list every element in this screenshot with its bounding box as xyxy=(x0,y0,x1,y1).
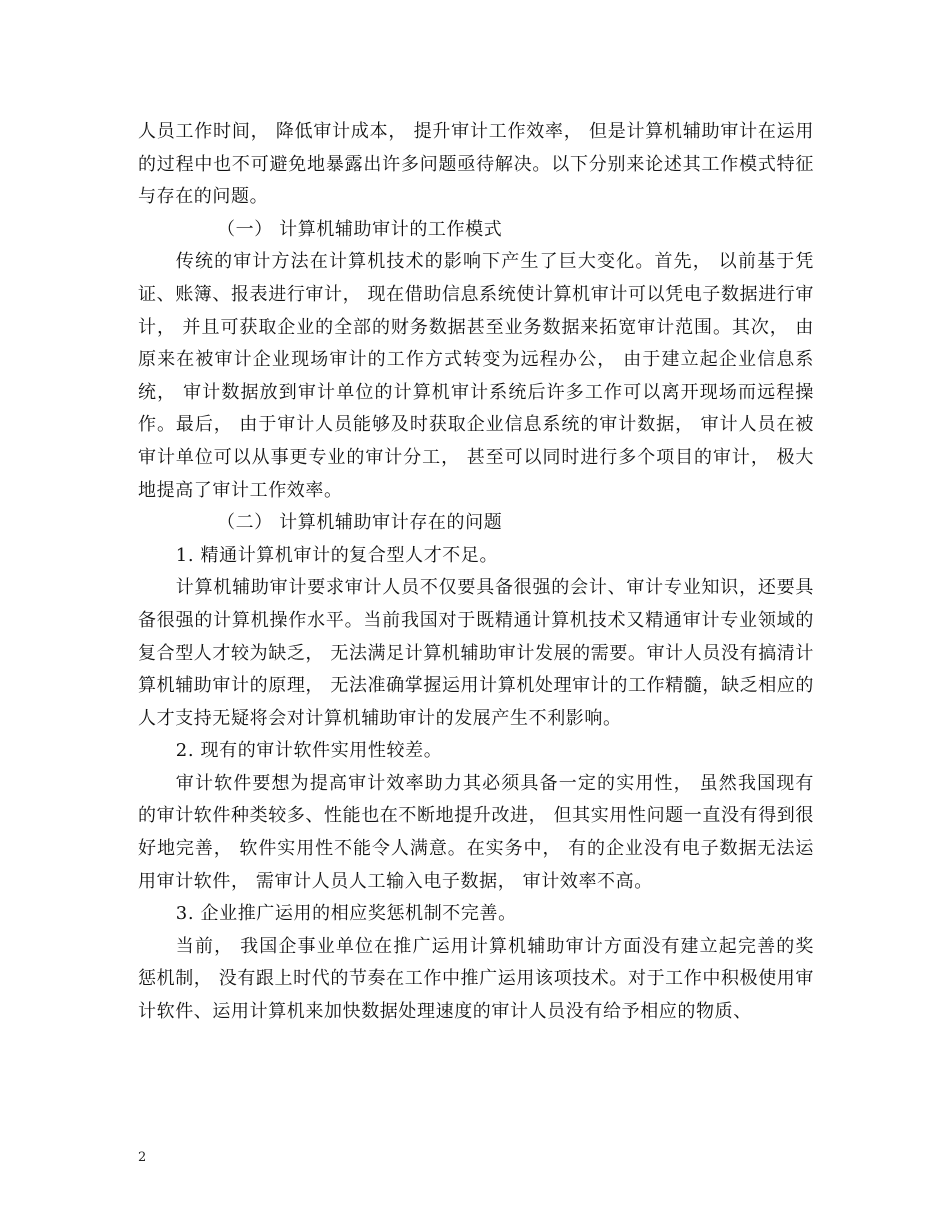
paragraph: 计算机辅助审计要求审计人员不仅要具备很强的会计、审计专业知识，还要具备很强的计算机操作水平。当前我国对于既精通计算机技术又精通审计专业领域的复合型人才较为缺乏， 无法满足计算机辅助审计发展的需要。审计人员没有搞清计算机辅助审计的原理， 无法准确掌握运用计算机处理审计的工作精髓，缺乏相应的人才支持无疑将会对计算机辅助审计的发展产生不利影响。 xyxy=(138,577,814,729)
paragraph: 人员工作时间， 降低审计成本， 提升审计工作效率， 但是计算机辅助审计在运用的过程中也不可避免地暴露出许多问题亟待解决。以下分别来论述其工作模式特征与存在的问题。 xyxy=(138,121,814,208)
paragraph: 审计软件要想为提高审计效率助力其必须具备一定的实用性， 虽然我国现有的审计软件种类较多、性能也在不断地提升改进， 但其实用性问题一直没有得到很好地完善， 软件实用性不能令人满意。在实务中， 有的企业没有电子数据无法运用审计软件， 需审计人员人工输入电子数据， 审计效率不高。 xyxy=(138,772,814,892)
paragraph: 传统的审计方法在计算机技术的影响下产生了巨大变化。首先， 以前基于凭证、账簿、报表进行审计， 现在借助信息系统使计算机审计可以凭电子数据进行审计， 并且可获取企业的全部的财务数据甚至业务数据来拓宽审计范围。其次， 由原来在被审计企业现场审计的工作方式转变为远程办公， 由于建立起企业信息系统， 审计数据放到审计单位的计算机审计系统后许多工作可以离开现场而远程操作。最后， 由于审计人员能够及时获取企业信息系统的审计数据， 审计人员在被审计单位可以从事更专业的审计分工， 甚至可以同时进行多个项目的审计， 极大地提高了审计工作效率。 xyxy=(138,251,814,501)
section-heading: （二） 计算机辅助审计存在的问题 xyxy=(217,512,503,534)
list-item-heading: 2. 现有的审计软件实用性较差。 xyxy=(175,740,443,762)
paragraph: 当前， 我国企事业单位在推广运用计算机辅助审计方面没有建立起完善的奖惩机制， 没有跟上时代的节奏在工作中推广运用该项技术。对于工作中积极使用审计软件、运用计算机来加快数据处理速度的审计人员没有给予相应的物质、 xyxy=(138,935,814,1023)
list-item-heading: 3. 企业推广运用的相应奖惩机制不完善。 xyxy=(175,903,517,925)
section-heading: （一） 计算机辅助审计的工作模式 xyxy=(217,218,503,240)
list-item-heading: 1. 精通计算机审计的复合型人才不足。 xyxy=(175,544,499,566)
page-number: 2 xyxy=(138,1150,147,1165)
body-text xyxy=(138,116,814,1029)
